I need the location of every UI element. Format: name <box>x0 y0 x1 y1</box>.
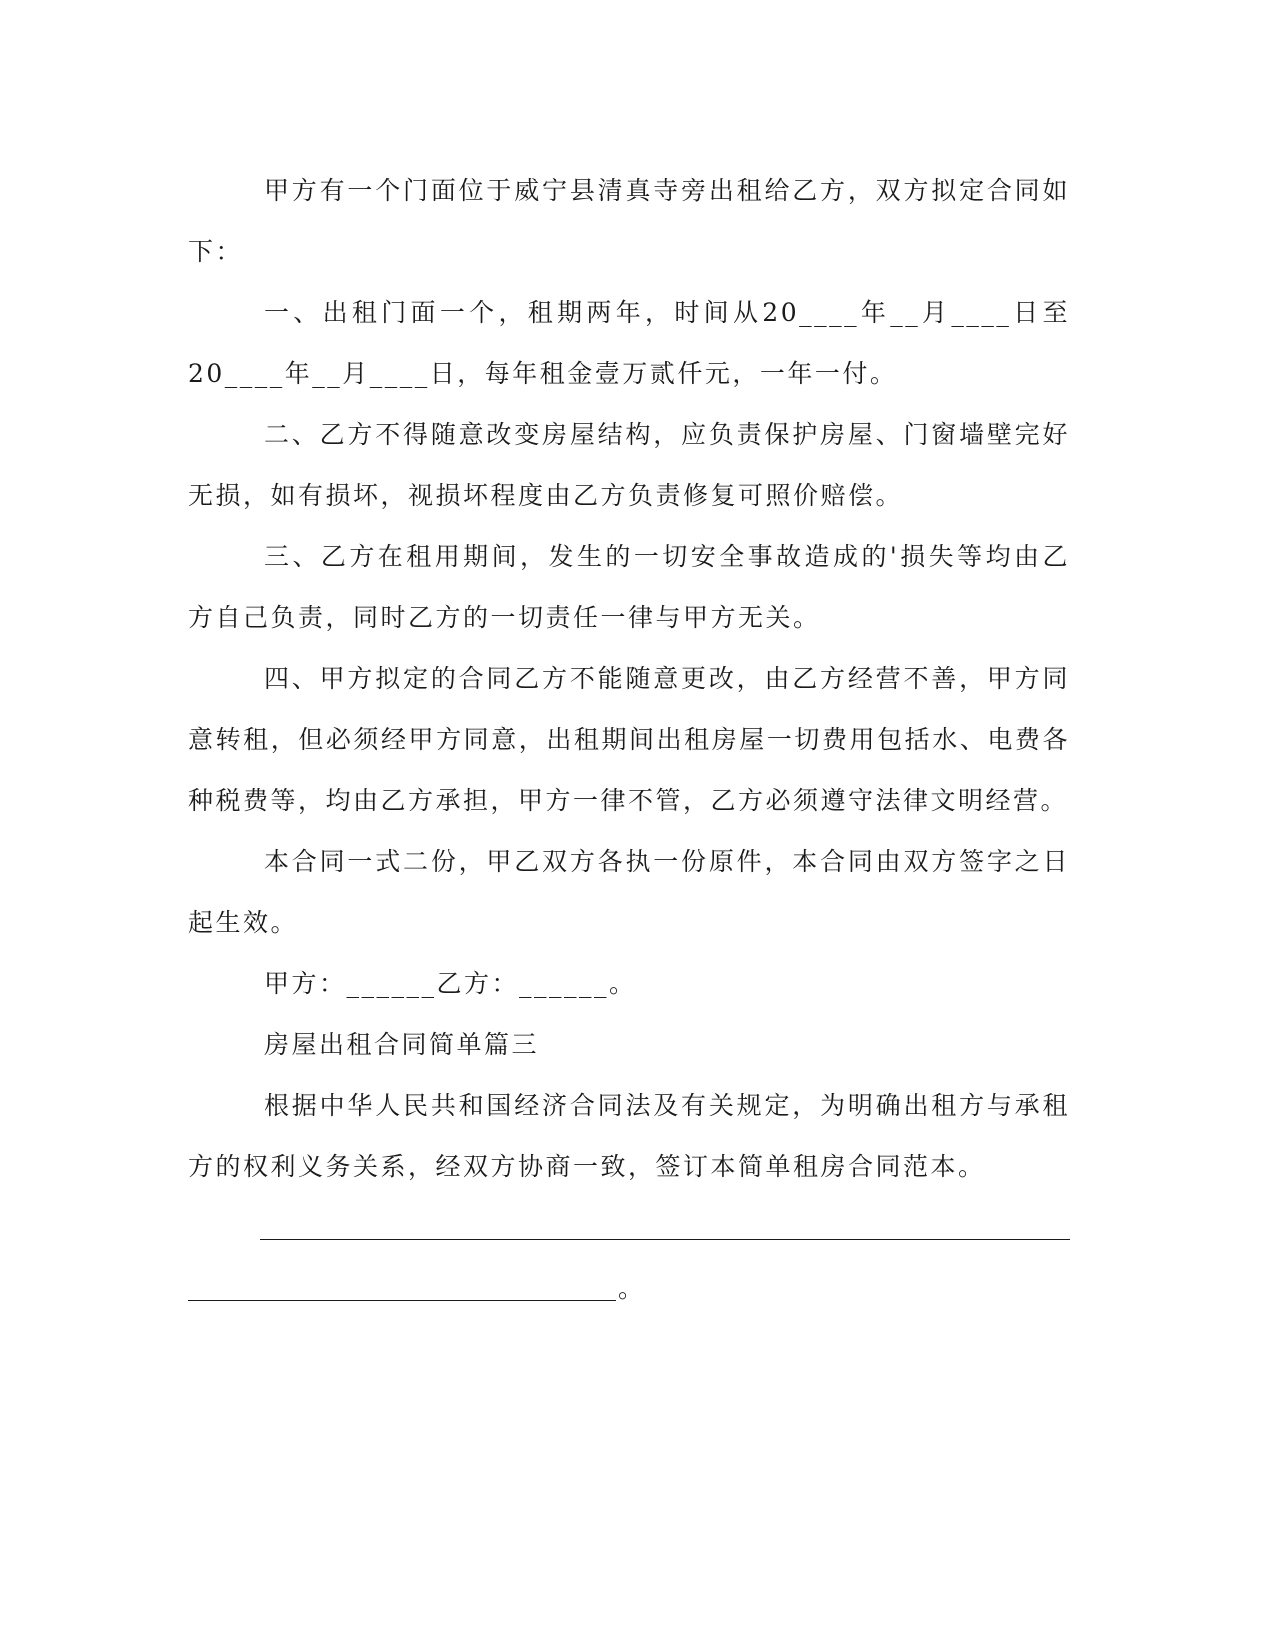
fill-in-blank-line-end <box>188 1258 1070 1319</box>
fill-in-blank-line <box>260 1197 1070 1258</box>
blank-underline <box>188 1300 616 1301</box>
paragraph-clause-3: 三、乙方在租用期间，发生的一切安全事故造成的'损失等均由乙方自己负责，同时乙方的一切责任一律与甲方无关。 <box>188 542 1070 632</box>
blank-underline <box>260 1239 1070 1240</box>
paragraph-clause-4: 四、甲方拟定的合同乙方不能随意更改，由乙方经营不善，甲方同意转租，但必须经甲方同意，出租期间出租房屋一切费用包括水、电费各种税费等，均由乙方承担，甲方一律不管，乙方必须遵守法律文明经营。 <box>188 664 1070 815</box>
paragraph-copies: 本合同一式二份，甲乙双方各执一份原件，本合同由双方签字之日起生效。 <box>188 847 1070 937</box>
signature-line: 甲方：______乙方：______。 <box>264 969 637 998</box>
paragraph-clause-2: 二、乙方不得随意改变房屋结构，应负责保护房屋、门窗墙壁完好无损，如有损坏，视损坏程度由乙方负责修复可照价赔偿。 <box>188 420 1070 510</box>
closing-mark: 。 <box>618 1274 646 1303</box>
paragraph-clause-1: 一、出租门面一个，租期两年，时间从20____年__月____日至20____年__月____日，每年租金壹万贰仟元，一年一付。 <box>188 298 1070 388</box>
paragraph-intro: 甲方有一个门面位于威宁县清真寺旁出租给乙方，双方拟定合同如下： <box>188 176 1070 266</box>
section-heading: 房屋出租合同简单篇三 <box>264 1030 540 1059</box>
document-body <box>188 160 1070 1319</box>
paragraph-preamble: 根据中华人民共和国经济合同法及有关规定，为明确出租方与承租方的权利义务关系，经双方协商一致，签订本简单租房合同范本。 <box>188 1091 1070 1181</box>
